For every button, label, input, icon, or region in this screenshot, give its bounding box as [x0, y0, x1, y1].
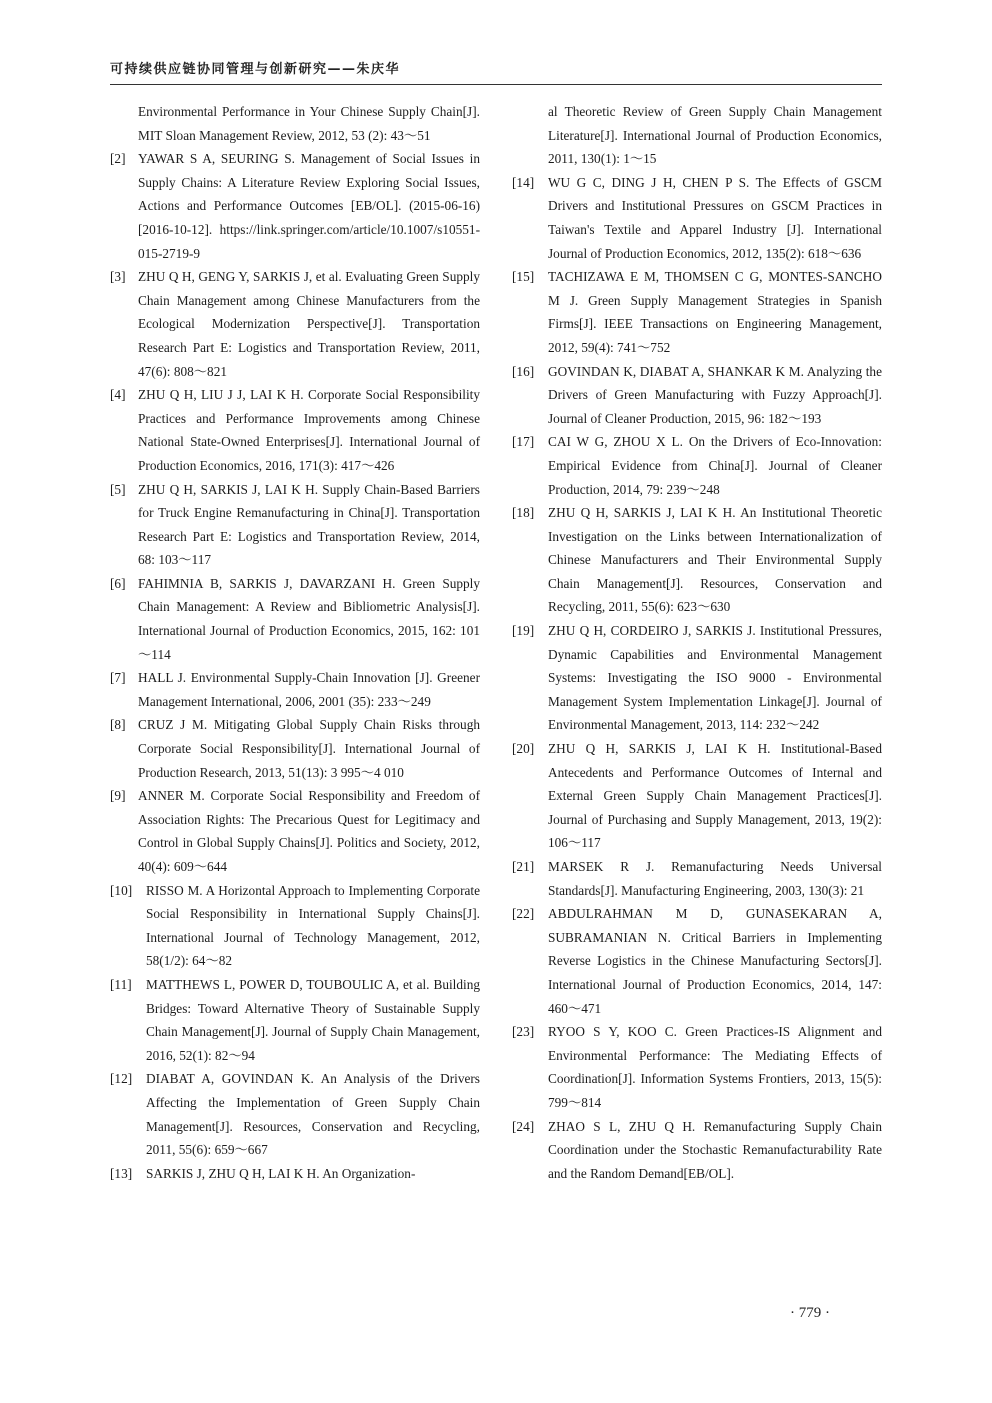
reference-number: [12]	[110, 1071, 133, 1087]
reference-text: ZHU Q H, CORDEIRO J, SARKIS J. Institutional Pressures, Dynamic Capabilities and Environmental Management Systems: Investigating the ISO 9000 - Environmental Management System Implementation Linkage[J]. Journal of Environmental Management, 2013, 114: 232～242	[548, 623, 882, 733]
references-right-column	[512, 100, 882, 1185]
reference-item	[512, 360, 882, 431]
reference-number: [16]	[512, 363, 535, 379]
reference-item	[512, 902, 882, 1020]
reference-item	[512, 171, 882, 265]
reference-number: [21]	[512, 859, 535, 874]
reference-number: [13]	[110, 1165, 133, 1181]
reference-text: RISSO M. A Horizontal Approach to Implementing Corporate Social Responsibility in International Supply Chains[J]. International Journal of Technology Management, 2012, 58(1/2): 64～82	[146, 882, 480, 969]
reference-number: [8]	[110, 717, 126, 733]
reference-text: ZHU Q H, GENG Y, SARKIS J, et al. Evaluating Green Supply Chain Management among Chinese Manufacturers from the Ecological Modernization Perspective[J]. Transportation Research Part E: Logistics and Transportation Review, 2011, 47(6): 808～821	[138, 269, 480, 379]
reference-number: [14]	[512, 174, 535, 190]
reference-item	[512, 1020, 882, 1114]
references-left-column	[110, 100, 480, 1185]
reference-text: ZHAO S L, ZHU Q H. Remanufacturing Supply Chain Coordination under the Stochastic Remanufacturability Rate and the Random Demand[EB/OL].	[548, 1118, 882, 1181]
reference-text: HALL J. Environmental Supply-Chain Innovation [J]. Greener Management International, 2006, 2001 (35): 233～249	[138, 670, 480, 709]
header-divider	[110, 84, 882, 85]
reference-text: ANNER M. Corporate Social Responsibility and Freedom of Association Rights: The Precarious Quest for Legitimacy and Control in Global Supply Chains[J]. Politics and Society, 2012, 40(4): 609～644	[138, 788, 480, 874]
reference-text: YAWAR S A, SEURING S. Management of Social Issues in Supply Chains: A Literature Review Exploring Social Issues, Actions and Performance Outcomes [EB/OL]. (2015-06-16)[2016-10-12]. https://link.springer.com/article/10.1007/s10551-015-2719-9	[138, 151, 480, 261]
reference-number: [6]	[110, 575, 126, 591]
reference-text: CRUZ J M. Mitigating Global Supply Chain Risks through Corporate Social Responsibility[J]. International Journal of Production Research, 2013, 51(13): 3 995～4 010	[138, 717, 480, 780]
reference-number: [17]	[512, 434, 535, 450]
reference-number: [7]	[110, 670, 126, 686]
reference-number: [10]	[110, 882, 133, 898]
reference-number: [19]	[512, 623, 535, 639]
reference-item	[110, 572, 480, 666]
page-number: · 779 ·	[790, 1305, 830, 1321]
reference-text: ABDULRAHMAN M D, GUNASEKARAN A, SUBRAMANIAN N. Critical Barriers in Implementing Reverse Logistics in the Chinese Manufacturing Sectors[J]. International Journal of Production Economics, 2014, 147: 460～471	[548, 906, 882, 1016]
reference-text: ZHU Q H, SARKIS J, LAI K H. Institutional-Based Antecedents and Performance Outcomes of Internal and External Green Supply Chain Management Practices[J]. Journal of Purchasing and Supply Management, 2013, 19(2): 106～117	[548, 741, 882, 851]
reference-text: ZHU Q H, SARKIS J, LAI K H. An Institutional Theoretic Investigation on the Links between Internationalization of Chinese Manufacturers and Their Environmental Supply Chain Management[J]. Resources, Conservation and Recycling, 2011, 55(6): 623～630	[548, 505, 882, 615]
reference-number: [3]	[110, 269, 126, 285]
reference-item	[512, 737, 882, 855]
reference-item	[110, 265, 480, 383]
reference-item	[110, 879, 480, 973]
reference-item	[512, 100, 882, 171]
reference-text: Environmental Performance in Your Chinese Supply Chain[J]. MIT Sloan Management Review, 2012, 53 (2): 43～51	[138, 104, 480, 143]
reference-item	[110, 666, 480, 713]
reference-item	[110, 713, 480, 784]
reference-number: [22]	[512, 906, 535, 922]
reference-number: [23]	[512, 1024, 535, 1040]
reference-item	[110, 784, 480, 878]
reference-text: WU G C, DING J H, CHEN P S. The Effects of GSCM Drivers and Institutional Pressures on GSCM Practices in Taiwan's Textile and Apparel Industry [J]. International Journal of Production Economics, 2012, 135(2): 618～636	[548, 174, 882, 261]
reference-item	[512, 619, 882, 737]
reference-item	[110, 478, 480, 572]
reference-item	[110, 973, 480, 1067]
reference-item	[110, 147, 480, 265]
reference-text: ZHU Q H, LIU J J, LAI K H. Corporate Social Responsibility Practices and Performance Improvements among Chinese National State-Owned Enterprises[J]. International Journal of Production Economics, 2016, 171(3): 417～426	[138, 387, 480, 473]
reference-text: FAHIMNIA B, SARKIS J, DAVARZANI H. Green Supply Chain Management: A Review and Bibliometric Analysis[J]. International Journal of Production Economics, 2015, 162: 101～114	[138, 575, 480, 662]
reference-item	[110, 1162, 480, 1186]
reference-item	[512, 855, 882, 902]
reference-item	[110, 383, 480, 477]
reference-item	[110, 100, 480, 147]
reference-text: ZHU Q H, SARKIS J, LAI K H. Supply Chain-Based Barriers for Truck Engine Remanufacturing in China[J]. Transportation Research Part E: Logistics and Transportation Review, 2014, 68: 103～117	[138, 481, 480, 568]
reference-text: CAI W G, ZHOU X L. On the Drivers of Eco-Innovation: Empirical Evidence from China[J]. Journal of Cleaner Production, 2014, 79: 239～248	[548, 434, 882, 497]
reference-text: TACHIZAWA E M, THOMSEN C G, MONTES-SANCHO M J. Green Supply Management Strategies in Spanish Firms[J]. IEEE Transactions on Engineering Management, 2012, 59(4): 741～752	[548, 269, 882, 355]
reference-text: MATTHEWS L, POWER D, TOUBOULIC A, et al. Building Bridges: Toward Alternative Theory of Sustainable Supply Chain Management[J]. Journal of Supply Chain Management, 2016, 52(1): 82～94	[146, 976, 480, 1063]
reference-item	[110, 1067, 480, 1161]
reference-number: [18]	[512, 505, 535, 521]
reference-text: MARSEK R J. Remanufacturing Needs Universal Standards[J]. Manufacturing Engineering, 2003, 130(3): 21	[548, 859, 882, 898]
reference-text: GOVINDAN K, DIABAT A, SHANKAR K M. Analyzing the Drivers of Green Manufacturing with Fuzzy Approach[J]. Journal of Cleaner Production, 2015, 96: 182～193	[548, 363, 882, 426]
reference-number: [5]	[110, 481, 126, 497]
reference-number: [2]	[110, 151, 126, 167]
reference-number: [24]	[512, 1118, 535, 1134]
reference-text: SARKIS J, ZHU Q H, LAI K H. An Organization-	[146, 1165, 416, 1181]
reference-item	[512, 1115, 882, 1186]
reference-item	[512, 430, 882, 501]
reference-number: [11]	[110, 976, 132, 992]
reference-text: al Theoretic Review of Green Supply Chain Management Literature[J]. International Journal of Production Economics, 2011, 130(1): 1～15	[548, 104, 882, 167]
reference-text: DIABAT A, GOVINDAN K. An Analysis of the Drivers Affecting the Implementation of Green Supply Chain Management[J]. Resources, Conservation and Recycling, 2011, 55(6): 659～667	[146, 1071, 480, 1158]
reference-number: [4]	[110, 387, 126, 403]
reference-item	[512, 501, 882, 619]
reference-number: [20]	[512, 741, 535, 757]
reference-item	[512, 265, 882, 359]
reference-number: [9]	[110, 788, 126, 804]
reference-text: RYOO S Y, KOO C. Green Practices-IS Alignment and Environmental Performance: The Mediating Effects of Coordination[J]. Information Systems Frontiers, 2013, 15(5): 799～814	[548, 1024, 882, 1110]
running-header: 可持续供应链协同管理与创新研究——朱庆华	[110, 62, 401, 77]
reference-number: [15]	[512, 269, 535, 285]
